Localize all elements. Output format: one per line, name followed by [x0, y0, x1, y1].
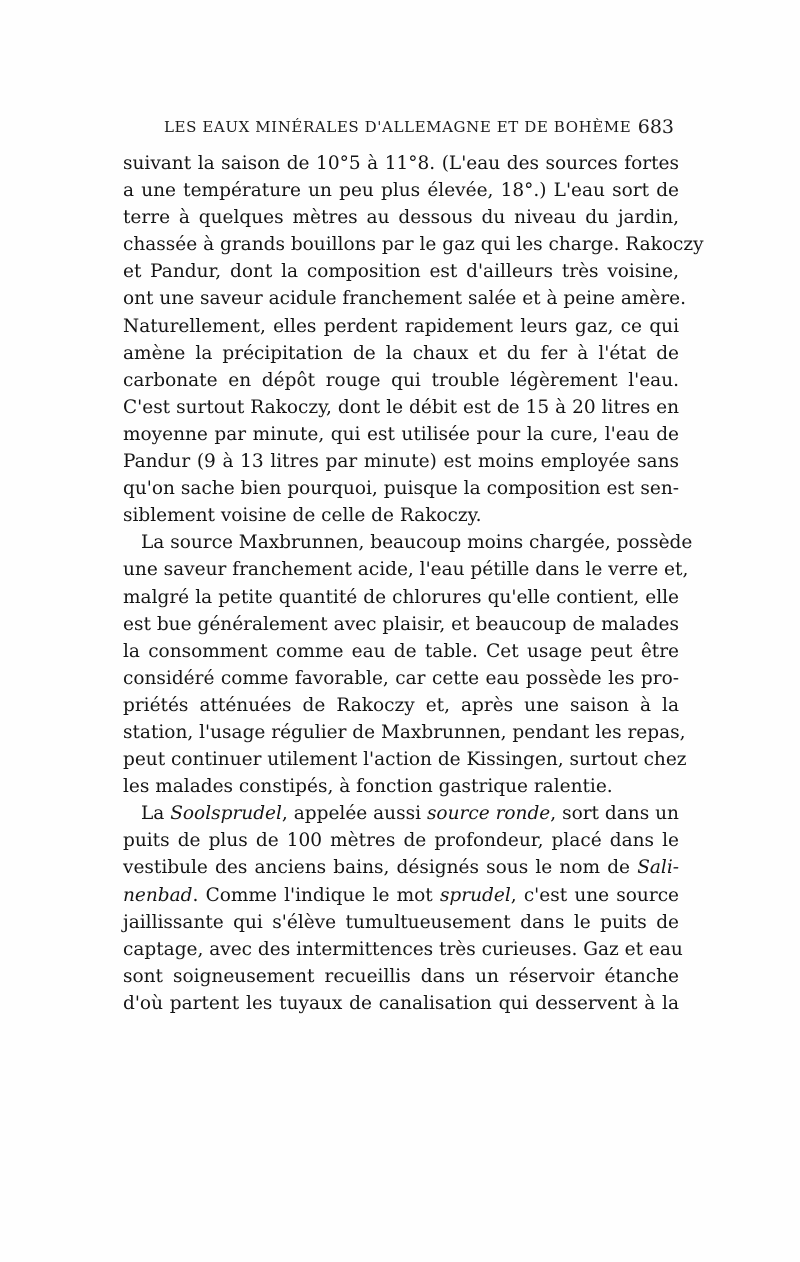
text-line: malgré la petite quantité de chlorures qu'elle contient, elle — [123, 586, 679, 608]
running-title: LES EAUX MINÉRALES D'ALLEMAGNE ET DE BOHÈME — [164, 118, 632, 136]
text-line: La source Maxbrunnen, beaucoup moins chargée, possède — [141, 532, 693, 554]
text-run: , c'est une source — [510, 884, 679, 906]
page-number: 683 — [637, 116, 674, 138]
text-line: moyenne par minute, qui est utilisée pour la cure, l'eau de — [123, 423, 679, 445]
text-line: la consomment comme eau de table. Cet usage peut être — [123, 640, 679, 662]
text-line: et Pandur, dont la composition est d'ailleurs très voisine, — [123, 261, 679, 283]
text-run: La — [141, 803, 171, 825]
paragraph-2 — [123, 529, 693, 800]
text-line: Naturellement, elles perdent rapidement leurs gaz, ce qui — [123, 315, 679, 337]
text-line: carbonate en dépôt rouge qui trouble légèrement l'eau. — [123, 369, 679, 391]
text-line: peut continuer utilement l'action de Kissingen, surtout chez — [123, 749, 687, 771]
text-line: amène la précipitation de la chaux et du fer à l'état de — [123, 342, 679, 364]
text-line: sont soigneusement recueillis dans un réservoir étanche — [123, 965, 679, 987]
text-line: siblement voisine de celle de Rakoczy. — [123, 505, 482, 527]
text-run: , sort dans un — [550, 803, 679, 825]
text-line: jaillissante qui s'élève tumultueusement dans le puits de — [123, 911, 679, 933]
text-line: considéré comme favorable, car cette eau possède les pro- — [123, 667, 679, 689]
text-line: captage, avec des intermittences très curieuses. Gaz et eau — [123, 938, 683, 960]
text-line: terre à quelques mètres au dessous du niveau du jardin, — [123, 207, 679, 229]
text-line: qu'on sache bien pourquoi, puisque la composition est sen- — [123, 478, 679, 500]
text-line: C'est surtout Rakoczy, dont le débit est de 15 à 20 litres en — [123, 396, 679, 418]
text-line: station, l'usage régulier de Maxbrunnen, pendant les repas, — [123, 721, 686, 743]
text-line: suivant la saison de 10°5 à 11°8. (L'eau des sources fortes — [123, 153, 679, 174]
text-run: vestibule des anciens bains, désignés sous le nom de — [123, 857, 638, 879]
text-line: est bue généralement avec plaisir, et beaucoup de malades — [123, 613, 679, 635]
italic-term: source ronde — [426, 803, 551, 825]
text-run: , appelée aussi — [281, 803, 427, 825]
body-text — [123, 150, 704, 1017]
text-line: les malades constipés, à fonction gastrique ralentie. — [123, 776, 613, 798]
text-line — [123, 854, 679, 881]
italic-term: nenbad — [123, 884, 193, 906]
text-line: priétés atténuées de Rakoczy et, après une saison à la — [123, 694, 679, 716]
paragraph-1 — [123, 150, 704, 529]
text-line: ont une saveur acidule franchement salée et à peine amère. — [123, 288, 687, 310]
italic-term: sprudel — [439, 884, 511, 906]
running-header — [130, 116, 680, 142]
text-line: chassée à grands bouillons par le gaz qui les charge. Rakoczy — [123, 234, 704, 256]
text-line: a une température un peu plus élevée, 18°.) L'eau sort de — [123, 180, 679, 202]
text-line — [123, 800, 679, 827]
text-line — [123, 882, 679, 909]
text-line: une saveur franchement acide, l'eau pétille dans le verre et, — [123, 559, 689, 581]
text-line: Pandur (9 à 13 litres par minute) est moins employée sans — [123, 451, 679, 473]
paragraph-3 — [123, 800, 683, 1017]
italic-term: Soolsprudel — [170, 803, 282, 825]
text-line: puits de plus de 100 mètres de profondeur, placé dans le — [123, 830, 679, 852]
text-line: d'où partent les tuyaux de canalisation qui desservent à la — [123, 992, 679, 1014]
text-run: . Comme l'indique le mot — [192, 884, 440, 906]
italic-term: Sali- — [637, 857, 679, 879]
